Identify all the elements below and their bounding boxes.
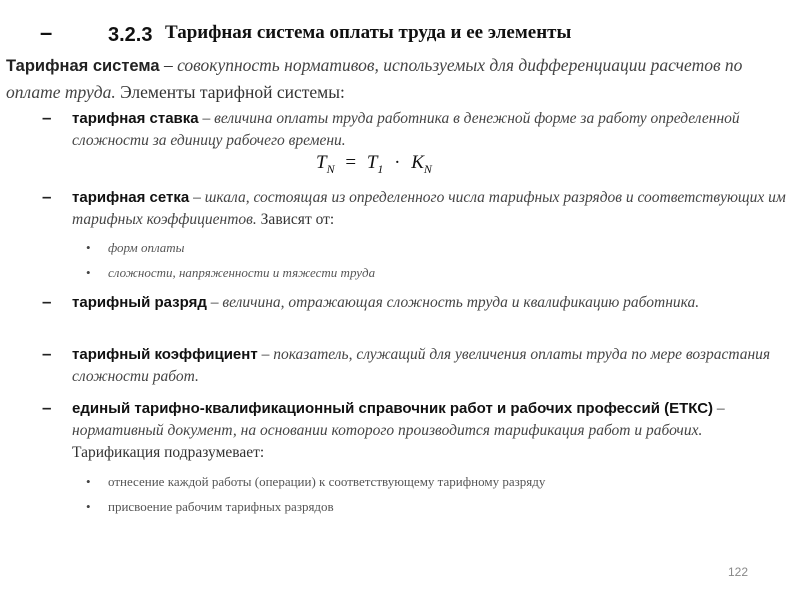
sub-bullet: • <box>86 240 91 255</box>
sub-item-text: сложности, напряженности и тяжести труда <box>108 265 376 280</box>
item-term: тарифная сетка <box>72 189 190 206</box>
item-term: тарифный коэффициент <box>72 346 258 363</box>
item-definition: нормативный документ, на основании которого производится тарификация работ и рабочих. <box>72 422 703 439</box>
item-bullet: – <box>42 344 52 363</box>
item-dash: – <box>257 346 274 363</box>
sub-item-text: форм оплаты <box>108 240 185 255</box>
item-bullet: – <box>42 187 52 206</box>
formula-lhs-sub: N <box>326 161 335 176</box>
section-heading <box>0 14 800 54</box>
intro-dash: – <box>159 55 178 75</box>
formula-rhs1: T <box>366 152 378 173</box>
item-definition: величина оплаты труда работника в денежной форме за работу определенной сложности за единицу рабочего времени. <box>72 110 740 149</box>
page-number: 122 <box>727 565 748 579</box>
intro-term: Тарифная система <box>6 57 160 75</box>
section-number: 3.2.3 <box>108 24 153 46</box>
heading-dash: – <box>40 20 53 45</box>
sub-bullet: • <box>86 474 91 489</box>
intro-paragraph <box>6 52 792 105</box>
item-body <box>72 108 794 152</box>
formula <box>316 152 432 177</box>
intro-definition: совокупность нормативов, используемых для дифференциации расчетов по оплате труда. <box>6 55 743 102</box>
item-definition: величина, отражающая сложность труда и квалификацию работника. <box>222 294 700 311</box>
formula-lhs: T <box>316 152 327 173</box>
item-term: единый тарифно-квалификационный справочник работ и рабочих профессий (ЕТКС) <box>72 400 714 417</box>
item-body <box>72 344 794 388</box>
item-term: тарифный разряд <box>72 294 207 311</box>
sub-bullet: • <box>86 499 91 514</box>
item-bullet: – <box>42 398 52 417</box>
item-bullet: – <box>42 292 52 311</box>
item-definition: шкала, состоящая из определенного числа тарифных разрядов и соответствующих им тарифных коэффициентов. <box>72 189 786 228</box>
section-title: Тарифная система оплаты труда и ее элементы <box>165 22 572 43</box>
formula-rhs2-sub: N <box>423 161 432 176</box>
item-tail: Зависят от: <box>256 211 335 228</box>
item-body <box>72 187 794 231</box>
sub-bullet: • <box>86 265 91 280</box>
formula-eq: = <box>345 152 357 173</box>
sub-item-text: отнесение каждой работы (операции) к соответствующему тарифному разряду <box>108 474 546 489</box>
item-body <box>72 292 794 314</box>
item-dash: – <box>189 189 205 206</box>
item-tail: Тарификация подразумевает: <box>72 444 265 461</box>
item-bullet: – <box>42 108 52 127</box>
item-dash: – <box>206 294 223 311</box>
formula-rhs1-sub: 1 <box>377 161 384 176</box>
intro-tail: Элементы тарифной системы: <box>115 82 345 102</box>
item-dash: – <box>198 110 215 127</box>
formula-rhs2: K <box>411 152 424 173</box>
sub-item-text: присвоение рабочим тарифных разрядов <box>108 499 334 514</box>
item-dash: – <box>713 400 725 417</box>
item-body <box>72 398 794 464</box>
formula-mult: · <box>394 152 401 173</box>
item-term: тарифная ставка <box>72 110 199 127</box>
item-definition: показатель, служащий для увеличения оплаты труда по мере возрастания сложности работ. <box>72 346 771 385</box>
